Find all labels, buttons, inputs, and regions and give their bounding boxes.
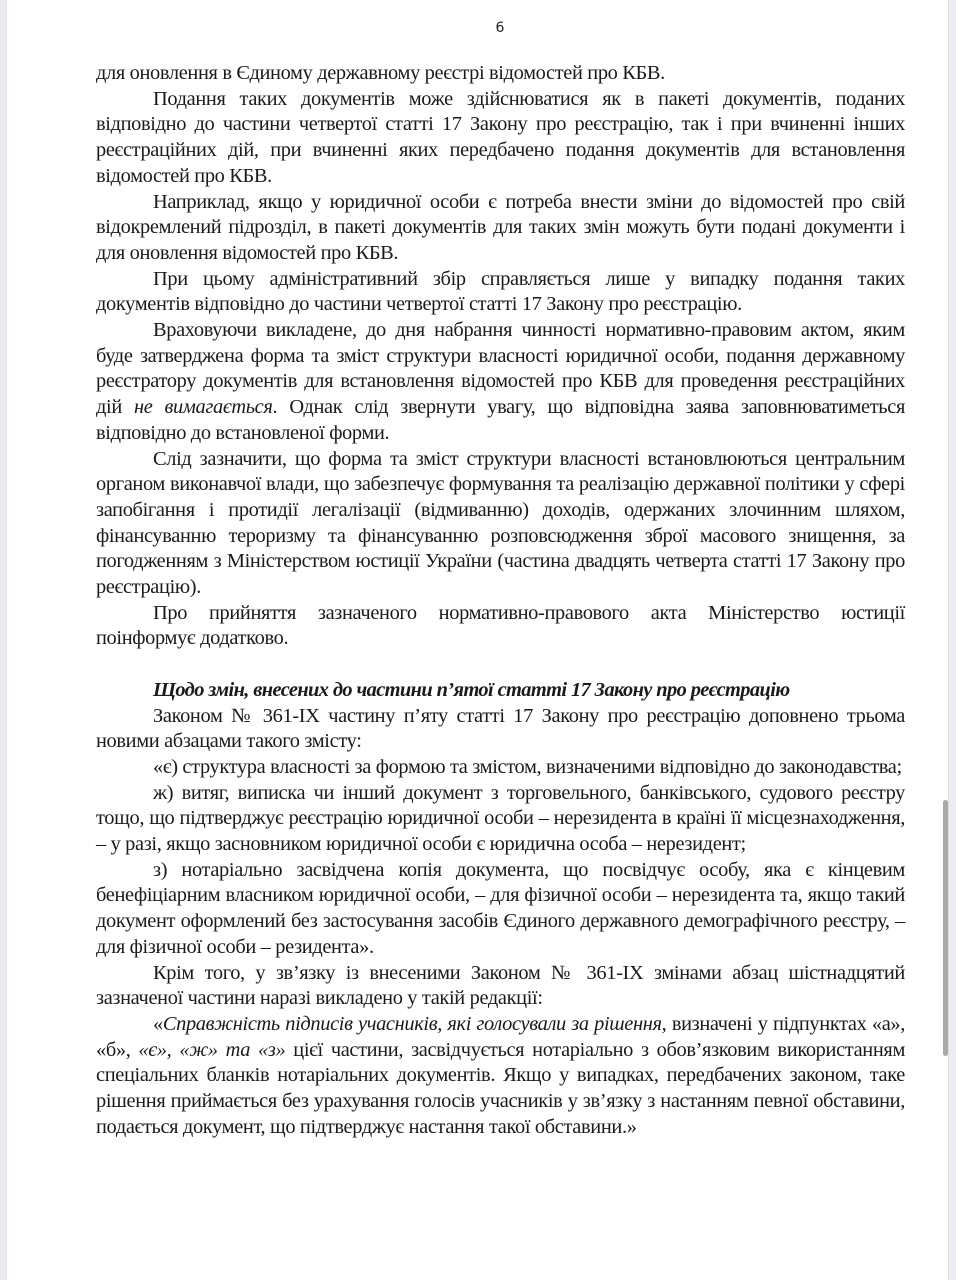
- paragraph: Наприклад, якщо у юридичної особи є потреба внести зміни до відомостей про свій відокремлений підрозділ, в пакеті документів для таких змін можуть бути подані документи і для оновлення відомостей про КБВ.: [96, 190, 905, 264]
- emphasis-text: «є», «ж» та «з»: [138, 1038, 286, 1061]
- page-number: 6: [495, 20, 505, 36]
- blank-line: [96, 652, 905, 678]
- paragraph: Про прийняття зазначеного нормативно-правового акта Міністерство юстиції поінформує додатково.: [96, 601, 905, 650]
- text-run: , визначені у підпунктах «а», «б»,: [96, 1013, 906, 1061]
- quoted-paragraph: [96, 1012, 905, 1141]
- text-run: «: [153, 1013, 163, 1035]
- paragraph: При цьому адміністративний збір справляється лише у випадку подання таких документів відповідно до частини четвертої статті 17 Закону про реєстрацію.: [96, 267, 905, 316]
- viewer-left-edge: [0, 0, 7, 1280]
- vertical-scrollbar[interactable]: [943, 800, 948, 1056]
- viewer-right-edge: [948, 0, 956, 1280]
- quoted-item-z: з) нотаріально засвідчена копія документа, що посвідчує особу, яка є кінцевим бенефіціарним власником юридичної особи, – для фізичної особи – нерезидента та, якщо такий документ оформлений без застосування засобів Єдиного державного демографічного реєстру, – для фізичної особи – резидента».: [96, 858, 905, 958]
- paragraph: Крім того, у зв’язку із внесеними Законом № 361-IX змінами абзац шістнадцятий зазначеної частини наразі викладено у такій редакції:: [96, 961, 905, 1010]
- quoted-item-ye: «є) структура власності за формою та змістом, визначеними відповідно до законодавства;: [153, 755, 902, 778]
- text-run: цієї частини, засвідчується нотаріально з обов’язковим використанням спеціальних бланків нотаріальних документів. Якщо у випадках, передбачених законом, таке рішення приймається без урахування голосів учасників у зв’язку з настанням певної обставини, подається документ, що підтверджує настання такої обставини.»: [96, 1038, 906, 1138]
- paragraph: Слід зазначити, що форма та зміст структури власності встановлюються центральним органом виконавчої влади, що забезпечує формування та реалізацію державної політики у сфері запобігання і протидії легалізації (відмиванню) доходів, одержаних злочинним шляхом, фінансуванню тероризму та фінансуванню розповсюдження зброї масового знищення, за погодженням з Міністерством юстиції України (частина двадцять четверта статті 17 Закону про реєстрацію).: [96, 447, 905, 599]
- paragraph: [96, 318, 905, 447]
- paragraph-continuation: для оновлення в Єдиному державному реєстрі відомостей про КБВ.: [96, 62, 665, 84]
- quoted-item-zh: ж) витяг, виписка чи інший документ з торговельного, банківського, судового реєстру тощо, що підтверджує реєстрацію юридичної особи – нерезидента в країні її місцезнаходження, – у разі, якщо засновником юридичної особи є юридична особа – нерезидент;: [96, 781, 905, 856]
- document-body: [96, 61, 905, 1141]
- text-run: Враховуючи викладене, до дня набрання чинності нормативно-правовим актом, яким буде затверджена форма та зміст структури власності юридичної особи, подання державному реєстратору документів для встановлення відомостей про КБВ для проведення реєстраційних дій: [96, 319, 905, 419]
- paragraph: Подання таких документів може здійснюватися як в пакеті документів, поданих відповідно до частини четвертої статті 17 Закону про реєстрацію, так і при вчиненні інших реєстраційних дій, при вчиненні яких передбачено подання документів для встановлення відомостей про КБВ.: [96, 87, 905, 187]
- section-heading: Щодо змін, внесених до частини п’ятої статті 17 Закону про реєстрацію: [153, 678, 790, 701]
- paragraph: Законом № 361-IX частину п’яту статті 17 Закону про реєстрацію доповнено трьома новими абзацами такого змісту:: [96, 704, 905, 753]
- text-run: . Однак слід звернути увагу, що відповідна заява заповнюватиметься відповідно до встановленої форми.: [96, 396, 905, 444]
- emphasis-text: не вимагається: [133, 396, 273, 419]
- emphasis-text: Справжність підписів учасників, які голосували за рішення: [162, 1013, 662, 1035]
